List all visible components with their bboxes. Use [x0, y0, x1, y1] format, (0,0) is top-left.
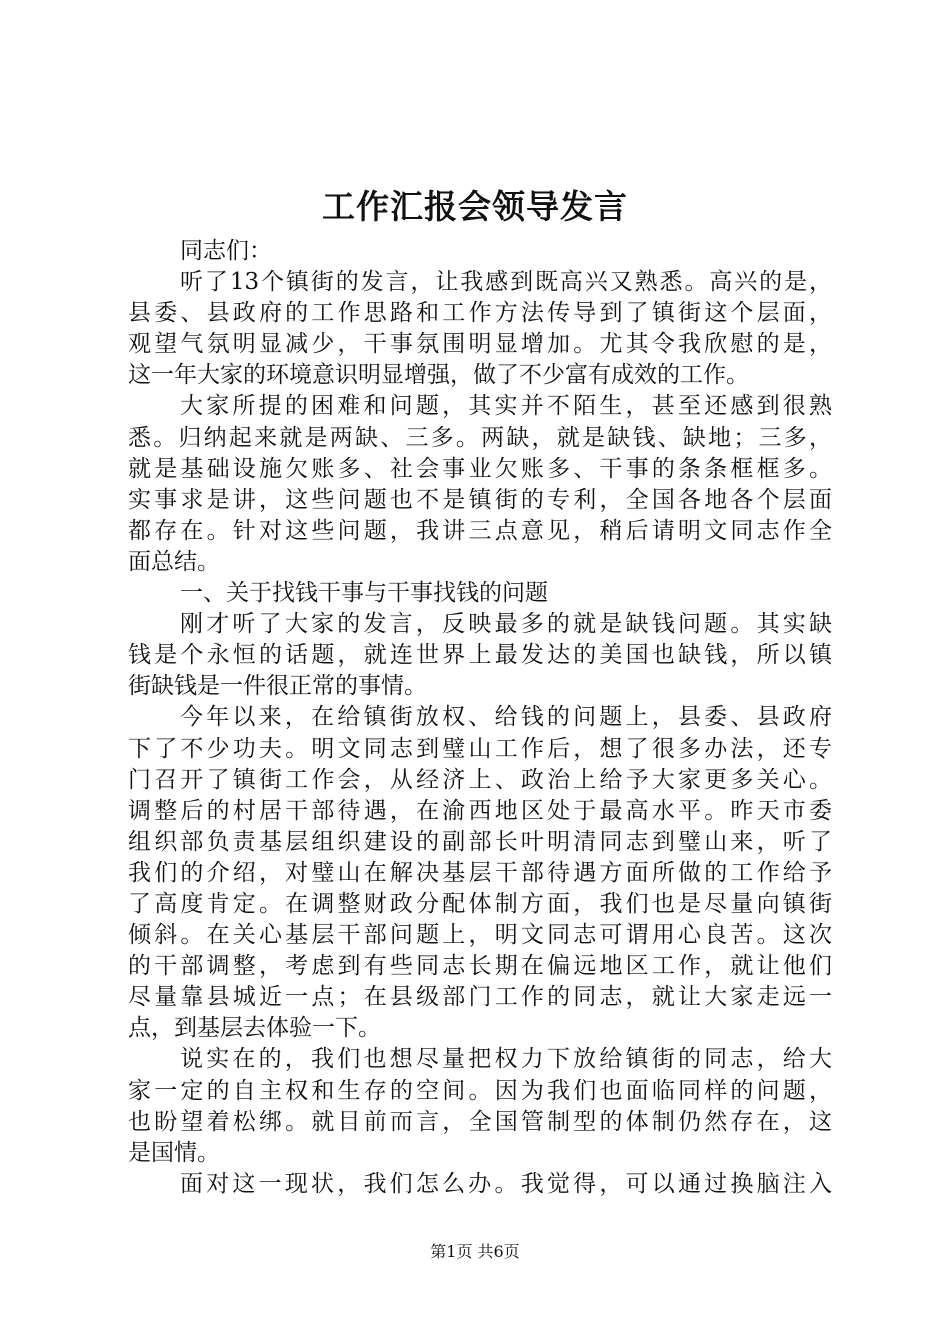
text-line: 门召开了镇街工作会，从经济上、政治上给予大家更多关心。: [128, 766, 832, 793]
text-line: 了高度肯定。在调整财政分配体制方面，我们也是尽量向镇街: [128, 890, 832, 917]
text-line: 今年以来，在给镇街放权、给钱的问题上，县委、县政府: [180, 704, 832, 731]
text-line: 的干部调整，考虑到有些同志长期在偏远地区工作，就让他们: [128, 953, 832, 980]
text-line: 观望气氛明显减少，干事氛围明显增加。尤其令我欣慰的是，: [128, 331, 832, 358]
text-line: 我们的介绍，对璧山在解决基层干部待遇方面所做的工作给予: [128, 859, 832, 886]
text-line: 同志们：: [180, 238, 272, 264]
text-line: 倾斜。在关心基层干部问题上，明文同志可谓用心良苦。这次: [128, 922, 832, 949]
text-line: 下了不少功夫。明文同志到璧山工作后，想了很多办法，还专: [128, 735, 832, 762]
text-line: 县委、县政府的工作思路和工作方法传导到了镇街这个层面，: [128, 300, 832, 327]
text-line: 听了13个镇街的发言，让我感到既高兴又熟悉。高兴的是，: [180, 269, 832, 296]
text-line: 这一年大家的环境意识明显增强，做了不少富有成效的工作。: [128, 362, 749, 389]
page-title: 工作汇报会领导发言: [322, 187, 628, 226]
text-line: 点，到基层去体验一下。: [128, 1015, 381, 1042]
text-line: 尽量靠县城近一点；在县级部门工作的同志，就让大家走远一: [128, 984, 832, 1011]
text-line: 调整后的村居干部待遇，在渝西地区处于最高水平。昨天市委: [128, 797, 832, 824]
text-line: 悉。归纳起来就是两缺、三多。两缺，就是缺钱、缺地；三多，: [128, 424, 832, 451]
text-line: 面总结。: [128, 548, 220, 575]
text-line: 都存在。针对这些问题，我讲三点意见，稍后请明文同志作全: [128, 517, 832, 544]
text-line: 街缺钱是一件很正常的事情。: [128, 673, 427, 700]
page-number: 第1页 共6页: [430, 1242, 520, 1261]
text-line: 实事求是讲，这些问题也不是镇街的专利，全国各地各个层面: [128, 486, 832, 513]
document-body: [128, 236, 832, 1200]
text-line: 大家所提的困难和问题，其实并不陌生，甚至还感到很熟: [180, 393, 832, 420]
text-line: 说实在的，我们也想尽量把权力下放给镇街的同志，给大: [180, 1046, 832, 1073]
text-line: 家一定的自主权和生存的空间。因为我们也面临同样的问题，: [128, 1077, 832, 1104]
text-line: 组织部负责基层组织建设的副部长叶明清同志到璧山来，听了: [128, 828, 832, 855]
text-line: 刚才听了大家的发言，反映最多的就是缺钱问题。其实缺: [180, 611, 832, 638]
text-line: 就是基础设施欠账多、社会事业欠账多、干事的条条框框多。: [128, 455, 832, 482]
text-line: 是国情。: [128, 1139, 220, 1166]
text-line: 面对这一现状，我们怎么办。我觉得，可以通过换脑注入: [180, 1170, 832, 1197]
text-line: 钱是个永恒的话题，就连世界上最发达的美国也缺钱，所以镇: [128, 642, 832, 669]
text-line: 也盼望着松绑。就目前而言，全国管制型的体制仍然存在，这: [128, 1108, 832, 1135]
text-line: 一、关于找钱干事与干事找钱的问题: [180, 580, 548, 607]
